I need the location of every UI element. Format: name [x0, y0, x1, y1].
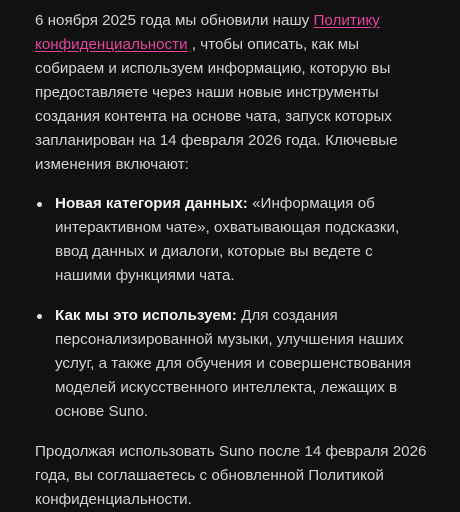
list-item-title: Как мы это используем:	[55, 307, 237, 324]
list-item-text: «Информация об интерактивном чате», охватывающая подсказки, ввод данных и диалоги, которые вы ведете с нашими функциями чата.	[55, 195, 400, 284]
list-item-text: Для создания персонализированной музыки, улучшения наших услуг, а также для обучения и совершенствования моделей искусственного интеллекта, лежащих в основе Suno.	[55, 307, 412, 420]
bullet-icon	[37, 202, 42, 207]
privacy-policy-link[interactable]: Политику конфиденциальности	[35, 12, 380, 53]
list-item-new-data-category	[35, 192, 427, 288]
list-item-how-we-use-it	[35, 304, 427, 424]
bullet-icon	[37, 314, 42, 319]
key-changes-list	[35, 192, 438, 424]
list-item-title: Новая категория данных:	[55, 195, 248, 212]
intro-paragraph	[35, 9, 425, 177]
outro-paragraph: Продолжая использовать Suno после 14 февраля 2026 года, вы соглашаетесь с обновленной Политикой конфиденциальности.	[35, 443, 427, 508]
intro-text-after-link: , чтобы описать, как мы собираем и используем информацию, которую вы предоставляете через наши новые инструменты создания контента на основе чата, запуск которых запланирован на 14 февраля 2026 года. Ключевые изменения включают:	[35, 36, 398, 173]
intro-text-before-link: 6 ноября 2025 года мы обновили нашу	[35, 12, 314, 29]
